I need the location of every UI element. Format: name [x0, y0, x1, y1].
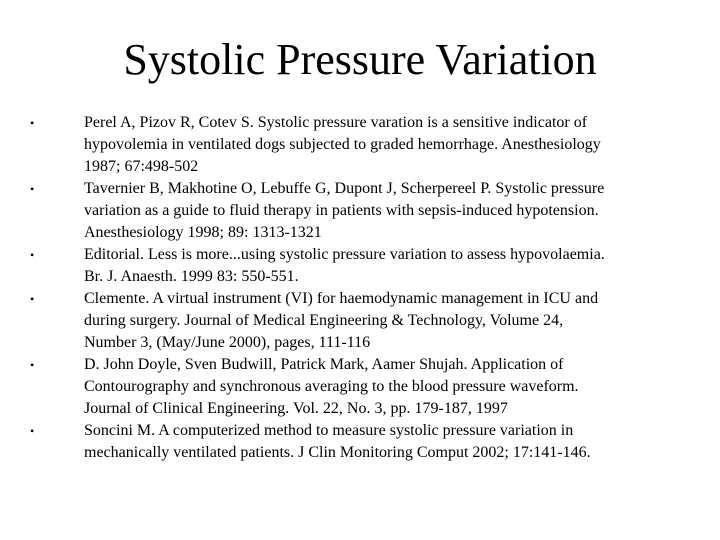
reference-item [0, 354, 720, 420]
reference-item [0, 244, 720, 288]
bullet-icon: • [30, 358, 35, 372]
reference-text: Clemente. A virtual instrument (VI) for haemodynamic management in ICU and during surgery. Journal of Medical Engineering & Technology, Volume 24, Number 3, (May/June 2000), pages, 111-116 [84, 290, 599, 351]
bullet-icon: • [30, 182, 35, 196]
reference-item [0, 112, 720, 178]
reference-text: Tavernier B, Makhotine O, Lebuffe G, Dupont J, Scherpereel P. Systolic pressure variation as a guide to fluid therapy in patients with sepsis-induced hypotension. Anesthesiology 1998; 89: 1313-1321 [84, 180, 605, 241]
reference-text: D. John Doyle, Sven Budwill, Patrick Mark, Aamer Shujah. Application of Contourography and synchronous averaging to the blood pressure waveform. Journal of Clinical Engineering. Vol. 22, No. 3, pp. 179-187, 1997 [84, 356, 579, 417]
reference-text: Soncini M. A computerized method to measure systolic pressure variation in mechanically ventilated patients. J Clin Monitoring Comput 2002; 17:141-146. [84, 422, 591, 461]
bullet-icon: • [30, 424, 35, 438]
bullet-icon: • [30, 292, 35, 306]
reference-list [0, 112, 720, 464]
bullet-icon: • [30, 116, 35, 130]
reference-text: Perel A, Pizov R, Cotev S. Systolic pressure varation is a sensitive indicator of hypovolemia in ventilated dogs subjected to graded hemorrhage. Anesthesiology 1987; 67:498-502 [84, 114, 601, 175]
slide-title: Systolic Pressure Variation [123, 35, 597, 84]
reference-item [0, 420, 720, 464]
reference-item [0, 178, 720, 244]
bullet-icon: • [30, 248, 35, 262]
reference-text: Editorial. Less is more...using systolic pressure variation to assess hypovolaemia. Br. J. Anaesth. 1999 83: 550-551. [84, 246, 605, 285]
reference-item [0, 288, 720, 354]
